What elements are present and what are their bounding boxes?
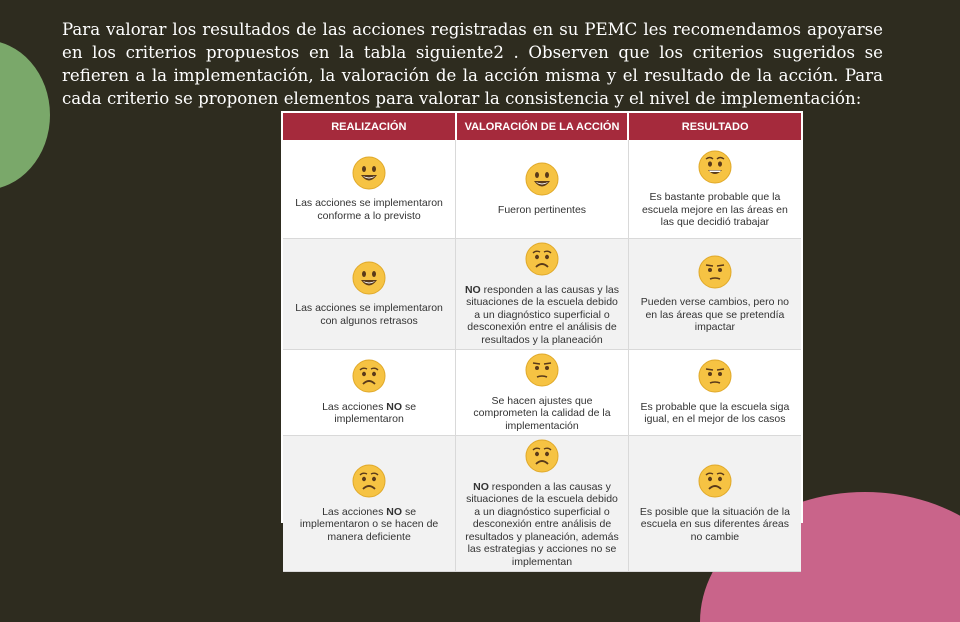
table-row: [283, 350, 801, 436]
sad-face-icon: [462, 242, 622, 280]
neutral-face-icon: [635, 359, 795, 397]
intro-paragraph: Para valorar los resultados de las acciones registradas en su PEMC les recomendamos apoyarse en los criterios propuestos en la tabla siguiente2 . Observen que los criterios sugeridos se refieren a la implementación, la valoración de la acción misma y el resultado de la acción. Para cada criterio se proponen elementos para valorar la consistencia y el nivel de implementación:: [62, 20, 883, 108]
header-valoracion: VALORACIÓN DE LA ACCIÓN: [456, 113, 629, 140]
sad-face-icon: [462, 439, 622, 477]
cell-resultado: [628, 436, 801, 572]
cell-text: Es probable que la escuela siga igual, en el mejor de los casos: [640, 400, 790, 426]
cell-realizacion: [283, 436, 456, 572]
cell-text-rest: se implementaron: [334, 400, 417, 426]
header-realizacion: REALIZACIÓN: [283, 113, 456, 140]
happy-face-icon: [289, 156, 449, 194]
cell-resultado: [628, 140, 801, 239]
cell-text: Pueden verse cambios, pero no en las áreas que se pretendía impactar: [640, 296, 790, 333]
no-emphasis: NO: [473, 480, 489, 493]
green-decorative-shape: [0, 40, 50, 190]
cell-resultado: [628, 239, 801, 350]
happy-face-icon: [289, 261, 449, 299]
sad-face-icon: [289, 464, 449, 502]
neutral-face-icon: [462, 353, 622, 391]
cell-text: Es posible que la situación de la escuela en sus diferentes áreas no cambie: [639, 505, 790, 543]
cell-text: [289, 401, 449, 426]
table-row: [283, 140, 801, 239]
cell-text-rest: se implementaron o se hacen de manera deficiente: [299, 505, 439, 543]
sad-face-icon: [635, 464, 795, 502]
cell-valoracion: [456, 140, 629, 239]
table-row: [283, 436, 801, 572]
cell-realizacion: [283, 140, 456, 239]
cell-text: Es bastante probable que la escuela mejore en las áreas en las que decidió trabajar: [641, 191, 788, 228]
table-row: [283, 239, 801, 350]
cell-text: Fueron pertinentes: [497, 203, 587, 216]
cell-text: Las acciones se implementaron con algunos retrasos: [295, 302, 443, 327]
criteria-table-image: [281, 111, 803, 568]
cell-text-rest: responden a las causas y las situaciones de la escuela debido a un diagnóstico superficial o desconexión entre el análisis de resultados y la planeación: [466, 283, 620, 346]
cell-text-pre: Las acciones: [322, 505, 387, 518]
cell-text: [462, 284, 622, 347]
cell-text: Las acciones se implementaron conforme a lo previsto: [295, 197, 443, 222]
criteria-table: [283, 113, 801, 572]
neutral-face-icon: [635, 255, 795, 293]
cell-realizacion: [283, 239, 456, 350]
header-resultado: RESULTADO: [628, 113, 801, 140]
sad-face-icon: [289, 359, 449, 397]
cell-realizacion: [283, 350, 456, 436]
cell-text: [289, 506, 449, 544]
no-emphasis: NO: [386, 505, 403, 518]
cell-valoracion: [456, 350, 629, 436]
cell-valoracion: [456, 239, 629, 350]
cell-text-pre: Las acciones: [322, 400, 387, 413]
no-emphasis: NO: [464, 283, 481, 296]
happy-face-icon: [462, 162, 622, 200]
no-emphasis: NO: [386, 400, 403, 413]
smiling-face-icon: [635, 150, 795, 188]
cell-resultado: [628, 350, 801, 436]
cell-text: [462, 481, 622, 569]
cell-text: Se hacen ajustes que comprometen la calidad de la implementación: [473, 394, 611, 432]
cell-text-rest: responden a las causas y situaciones de la escuela debido a un diagnóstico superficial o desconexión entre análisis de resultados y planeación, además las estrategias y acciones no se implementan: [465, 480, 619, 568]
cell-valoracion: [456, 436, 629, 572]
